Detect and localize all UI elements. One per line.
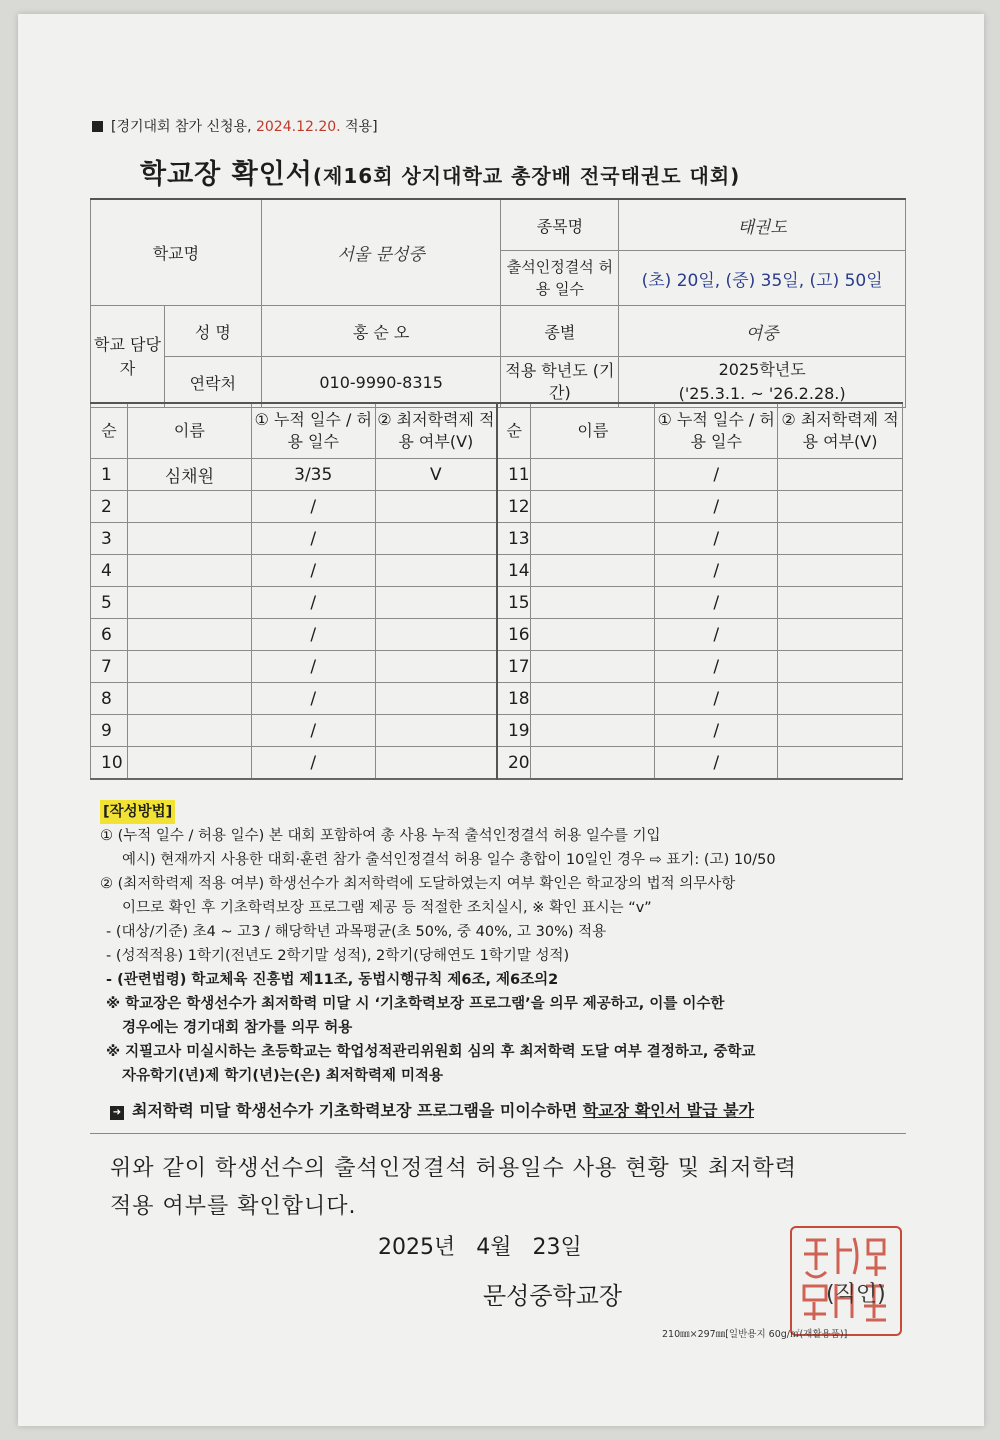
row-name — [531, 619, 655, 651]
year-period: ('25.3.1. ~ '26.2.28.) — [678, 384, 846, 403]
col-name: 이름 — [127, 403, 251, 459]
page-subtitle: (제16회 상지대학교 총장배 전국태권도 대회) — [312, 164, 741, 188]
row-applied: V — [375, 459, 497, 491]
row-applied — [778, 523, 903, 555]
row-days: / — [655, 491, 778, 523]
col-applied: ② 최저학력제 적용 여부(V) — [375, 403, 497, 459]
instruction-line: - (관련법령) 학교체육 진흥법 제11조, 동법시행규칙 제6조, 제6조의2 — [106, 972, 559, 988]
row-days: / — [251, 619, 375, 651]
school-label: 학교명 — [91, 199, 262, 306]
table-row — [91, 619, 903, 651]
row-days: / — [251, 491, 375, 523]
staff-label: 학교 담당자 — [91, 306, 165, 408]
gender-value: 여중 — [619, 306, 906, 357]
col-applied: ② 최저학력제 적용 여부(V) — [778, 403, 903, 459]
row-seq: 2 — [91, 491, 128, 523]
row-name: 심채원 — [127, 459, 251, 491]
row-name — [127, 747, 251, 780]
year-label: 적용 학년도 (기간) — [501, 357, 619, 408]
row-name — [127, 715, 251, 747]
row-name — [531, 651, 655, 683]
row-seq: 4 — [91, 555, 128, 587]
row-applied — [778, 619, 903, 651]
instructions-heading: [작성방법] — [100, 800, 175, 824]
confirmation-statement: 위와 같이 학생선수의 출석인정결석 허용일수 사용 현황 및 최저학력 적용 여부를 확인합니다. — [110, 1156, 798, 1219]
instruction-line: ※ 지필고사 미실시하는 초등학교는 학업성적관리위원회 심의 후 최저학력 도달 여부 결정하고, 중학교 — [106, 1044, 756, 1060]
table-row — [91, 683, 903, 715]
row-days: / — [251, 747, 375, 780]
instruction-line: ① (누적 일수 / 허용 일수) 본 대회 포함하여 총 사용 누적 출석인정결석 허용 일수를 기입 — [100, 828, 661, 844]
row-seq: 17 — [497, 651, 531, 683]
row-days: / — [655, 587, 778, 619]
event-label: 종목명 — [501, 199, 619, 251]
row-days: / — [655, 651, 778, 683]
principal-name: 문성중학교장 — [483, 1282, 623, 1310]
row-seq: 13 — [497, 523, 531, 555]
row-applied — [375, 491, 497, 523]
row-seq: 1 — [91, 459, 128, 491]
staff-name-label: 성 명 — [164, 306, 261, 357]
row-name — [127, 683, 251, 715]
row-seq: 15 — [497, 587, 531, 619]
instruction-line: ※ 학교장은 학생선수가 최저학력 미달 시 ‘기초학력보장 프로그램’을 의무 제공하고, 이를 이수한 — [106, 996, 725, 1012]
instructions — [100, 800, 910, 1088]
row-days: / — [655, 715, 778, 747]
row-seq: 10 — [91, 747, 128, 780]
contact-label: 연락처 — [164, 357, 261, 408]
row-seq: 8 — [91, 683, 128, 715]
row-applied — [375, 523, 497, 555]
row-days: / — [655, 555, 778, 587]
table-row — [91, 715, 903, 747]
row-applied — [778, 587, 903, 619]
row-seq: 9 — [91, 715, 128, 747]
final-note-emphasis: 학교장 확인서 발급 불가 — [582, 1101, 755, 1120]
table-row — [91, 523, 903, 555]
row-name — [127, 587, 251, 619]
table-row — [91, 651, 903, 683]
row-seq: 20 — [497, 747, 531, 780]
row-applied — [375, 715, 497, 747]
paper-spec-footer: 210㎜×297㎜[일반용지 60g/㎡(재활용품)] — [662, 1329, 848, 1340]
header-info-table — [90, 198, 906, 408]
year-value: 2025학년도 — [718, 360, 806, 379]
row-name — [127, 619, 251, 651]
col-seq: 순 — [91, 403, 128, 459]
table-row — [91, 491, 903, 523]
row-seq: 5 — [91, 587, 128, 619]
row-applied — [375, 619, 497, 651]
pre-note: [경기대회 참가 신청용, 2024.12.20. 적용] — [92, 116, 378, 136]
year-cell — [619, 357, 906, 408]
row-name — [531, 587, 655, 619]
row-name — [531, 555, 655, 587]
gender-label: 종별 — [501, 306, 619, 357]
instruction-line: ② (최저학력제 적용 여부) 학생선수가 최저학력에 도달하였는지 여부 확인은 학교장의 법적 의무사항 — [100, 876, 736, 892]
instruction-line: - (대상/기준) 초4 ~ 고3 / 해당학년 과목평균(초 50%, 중 40%, 고 30%) 적용 — [106, 924, 607, 940]
row-name — [127, 491, 251, 523]
instruction-line: - (성적적용) 1학기(전년도 2학기말 성적), 2학기(당해연도 1학기말 성적) — [106, 948, 570, 964]
row-applied — [375, 683, 497, 715]
row-seq: 12 — [497, 491, 531, 523]
row-days: / — [655, 747, 778, 780]
row-days: / — [251, 555, 375, 587]
arrow-box-icon: ➜ — [110, 1106, 124, 1120]
row-seq: 7 — [91, 651, 128, 683]
row-applied — [375, 587, 497, 619]
row-name — [127, 651, 251, 683]
row-seq: 3 — [91, 523, 128, 555]
row-name — [531, 491, 655, 523]
page-title: 학교장 확인서(제16회 상지대학교 총장배 전국태권도 대회) — [140, 159, 741, 190]
table-row — [91, 587, 903, 619]
row-applied — [778, 555, 903, 587]
row-applied — [778, 651, 903, 683]
row-applied — [375, 747, 497, 780]
instruction-line: 이므로 확인 후 기초학력보장 프로그램 제공 등 적절한 조치실시, ※ 확인 표시는 “v” — [122, 900, 652, 916]
instruction-line: 경우에는 경기대회 참가를 의무 허용 — [122, 1020, 353, 1036]
row-days: / — [251, 587, 375, 619]
row-applied — [778, 459, 903, 491]
row-applied — [375, 555, 497, 587]
row-seq: 19 — [497, 715, 531, 747]
row-days: / — [655, 523, 778, 555]
row-name — [127, 523, 251, 555]
contact-value: 010-9990-8315 — [261, 357, 501, 408]
row-applied — [778, 747, 903, 780]
instruction-line: 자유학기(년)제 학기(년)는(은) 최저학력제 미적용 — [122, 1068, 444, 1084]
athlete-table — [90, 402, 903, 780]
row-seq: 18 — [497, 683, 531, 715]
row-days: / — [655, 459, 778, 491]
col-days: ① 누적 일수 / 허용 일수 — [251, 403, 375, 459]
school-value: 서울 문성중 — [261, 199, 501, 306]
row-seq: 6 — [91, 619, 128, 651]
event-value: 태권도 — [619, 199, 906, 251]
row-name — [531, 747, 655, 780]
col-days: ① 누적 일수 / 허용 일수 — [655, 403, 778, 459]
col-seq: 순 — [497, 403, 531, 459]
row-days: / — [251, 523, 375, 555]
instruction-line: 예시) 현재까지 사용한 대회·훈련 참가 출석인정결석 허용 일수 총합이 10일인 경우 ⇨ 표기: (고) 10/50 — [122, 852, 776, 868]
row-applied — [778, 683, 903, 715]
allowed-days-value: (초) 20일, (중) 35일, (고) 50일 — [619, 251, 906, 306]
row-days: 3/35 — [251, 459, 375, 491]
row-seq: 14 — [497, 555, 531, 587]
final-note: ➜ 최저학력 미달 학생선수가 기초학력보장 프로그램을 미이수하면 학교장 확인서 발급 불가 — [110, 1098, 754, 1121]
col-name: 이름 — [531, 403, 655, 459]
issue-date: 2025년 4월 23일 — [378, 1235, 582, 1260]
row-name — [531, 683, 655, 715]
row-days: / — [655, 619, 778, 651]
row-name — [531, 459, 655, 491]
row-seq: 16 — [497, 619, 531, 651]
row-name — [127, 555, 251, 587]
row-name — [531, 715, 655, 747]
row-days: / — [251, 683, 375, 715]
table-header-row — [91, 403, 903, 459]
row-applied — [778, 715, 903, 747]
pre-note-date: 2024.12.20. — [255, 119, 341, 135]
row-days: / — [251, 651, 375, 683]
row-name — [531, 523, 655, 555]
table-row — [91, 555, 903, 587]
row-applied — [375, 651, 497, 683]
table-row — [91, 747, 903, 780]
row-seq: 11 — [497, 459, 531, 491]
allowed-days-label: 출석인정결석 허용 일수 — [501, 251, 619, 306]
seal-label: (직인) — [826, 1282, 886, 1307]
row-days: / — [655, 683, 778, 715]
divider — [90, 1133, 906, 1134]
row-days: / — [251, 715, 375, 747]
square-bullet-icon — [92, 121, 103, 132]
row-applied — [778, 491, 903, 523]
table-row — [91, 459, 903, 491]
staff-name-value: 홍 순 오 — [261, 306, 501, 357]
